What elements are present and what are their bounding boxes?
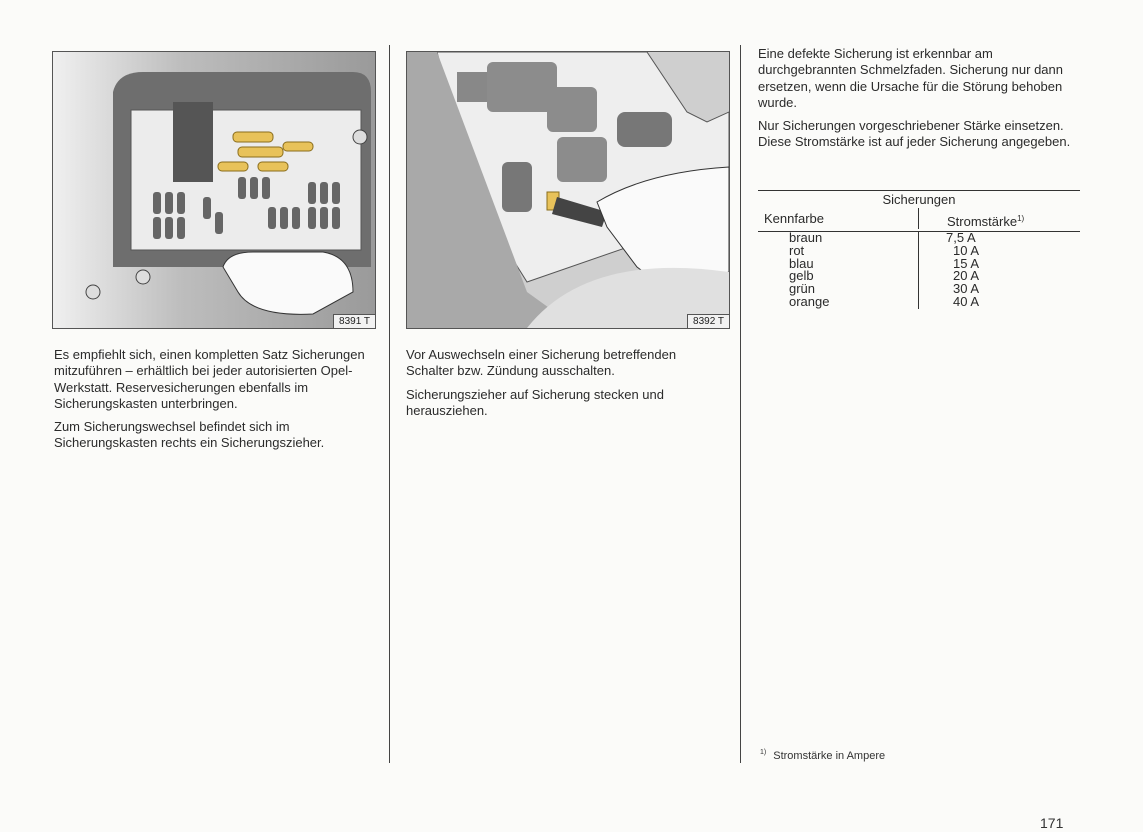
cell-color: blau [789, 255, 814, 271]
table-header-row [758, 208, 1080, 233]
paragraph: Vor Auswechseln einer Sicherung betreffenden Schalter bzw. Zündung ausschalten. [406, 347, 677, 379]
fuse-table [758, 190, 1080, 309]
cell-color: gelb [789, 268, 814, 284]
page-number: 171 [1040, 815, 1064, 831]
paragraph: Zum Sicherungswechsel befindet sich im Sicherungskasten rechts ein Sicherungszieher. [54, 419, 325, 451]
cell-color: braun [789, 230, 823, 245]
column-1-text [54, 347, 374, 459]
cell-current: 20 A [918, 270, 1080, 283]
cell-color: rot [789, 242, 805, 258]
paragraph: Nur Sicherungen vorgeschriebener Stärke einsetzen. Diese Stromstärke ist auf jeder Sicherung angegeben. [758, 118, 1071, 150]
cell-current: 40 A [918, 296, 1080, 309]
figure-label: 8391 T [333, 314, 375, 328]
footnote-marker: 1) [760, 749, 767, 756]
footnote-text: Stromstärke in Ampere [773, 750, 886, 762]
cell-color: orange [789, 293, 830, 309]
cell-current: 15 A [918, 258, 1080, 271]
figure-fuse-box-dashboard [52, 51, 376, 329]
header-current [918, 208, 1080, 230]
column-divider-1 [389, 45, 390, 763]
paragraph: Es empfiehlt sich, einen kompletten Satz Sicherungen mitzuführen – erhältlich bei jeder autorisierten Opel-Werkstatt. Reservesicherungen ebenfalls im Sicherungskasten unterbringen. [54, 347, 365, 411]
paragraph: Eine defekte Sicherung ist erkennbar am durchgebrannten Schmelzfaden. Sicherung nur dann ersetzen, wenn die Ursache für die Störung behoben wurde. [758, 46, 1063, 110]
fuse-puller-illustration [407, 52, 729, 328]
cell-current: 7,5 A [918, 232, 1080, 245]
fuse-box-illustration [53, 52, 375, 328]
column-2-text [406, 347, 726, 426]
figure-label: 8392 T [687, 314, 729, 328]
footnote [760, 749, 885, 762]
table-caption: Sicherungen [882, 192, 956, 207]
cell-current: 10 A [918, 245, 1080, 258]
table-row [758, 232, 1080, 245]
cell-color: grün [789, 281, 816, 297]
footnote-marker: 1) [1017, 213, 1025, 223]
header-current-label: Stromstärke [947, 213, 1018, 229]
header-color: Kennfarbe [764, 210, 824, 226]
column-divider-2 [740, 45, 741, 763]
figure-fuse-puller [406, 51, 730, 329]
cell-current: 30 A [918, 283, 1080, 296]
column-3-text [758, 46, 1083, 158]
paragraph: Sicherungszieher auf Sicherung stecken und herausziehen. [406, 386, 664, 418]
table-row [758, 293, 1080, 309]
